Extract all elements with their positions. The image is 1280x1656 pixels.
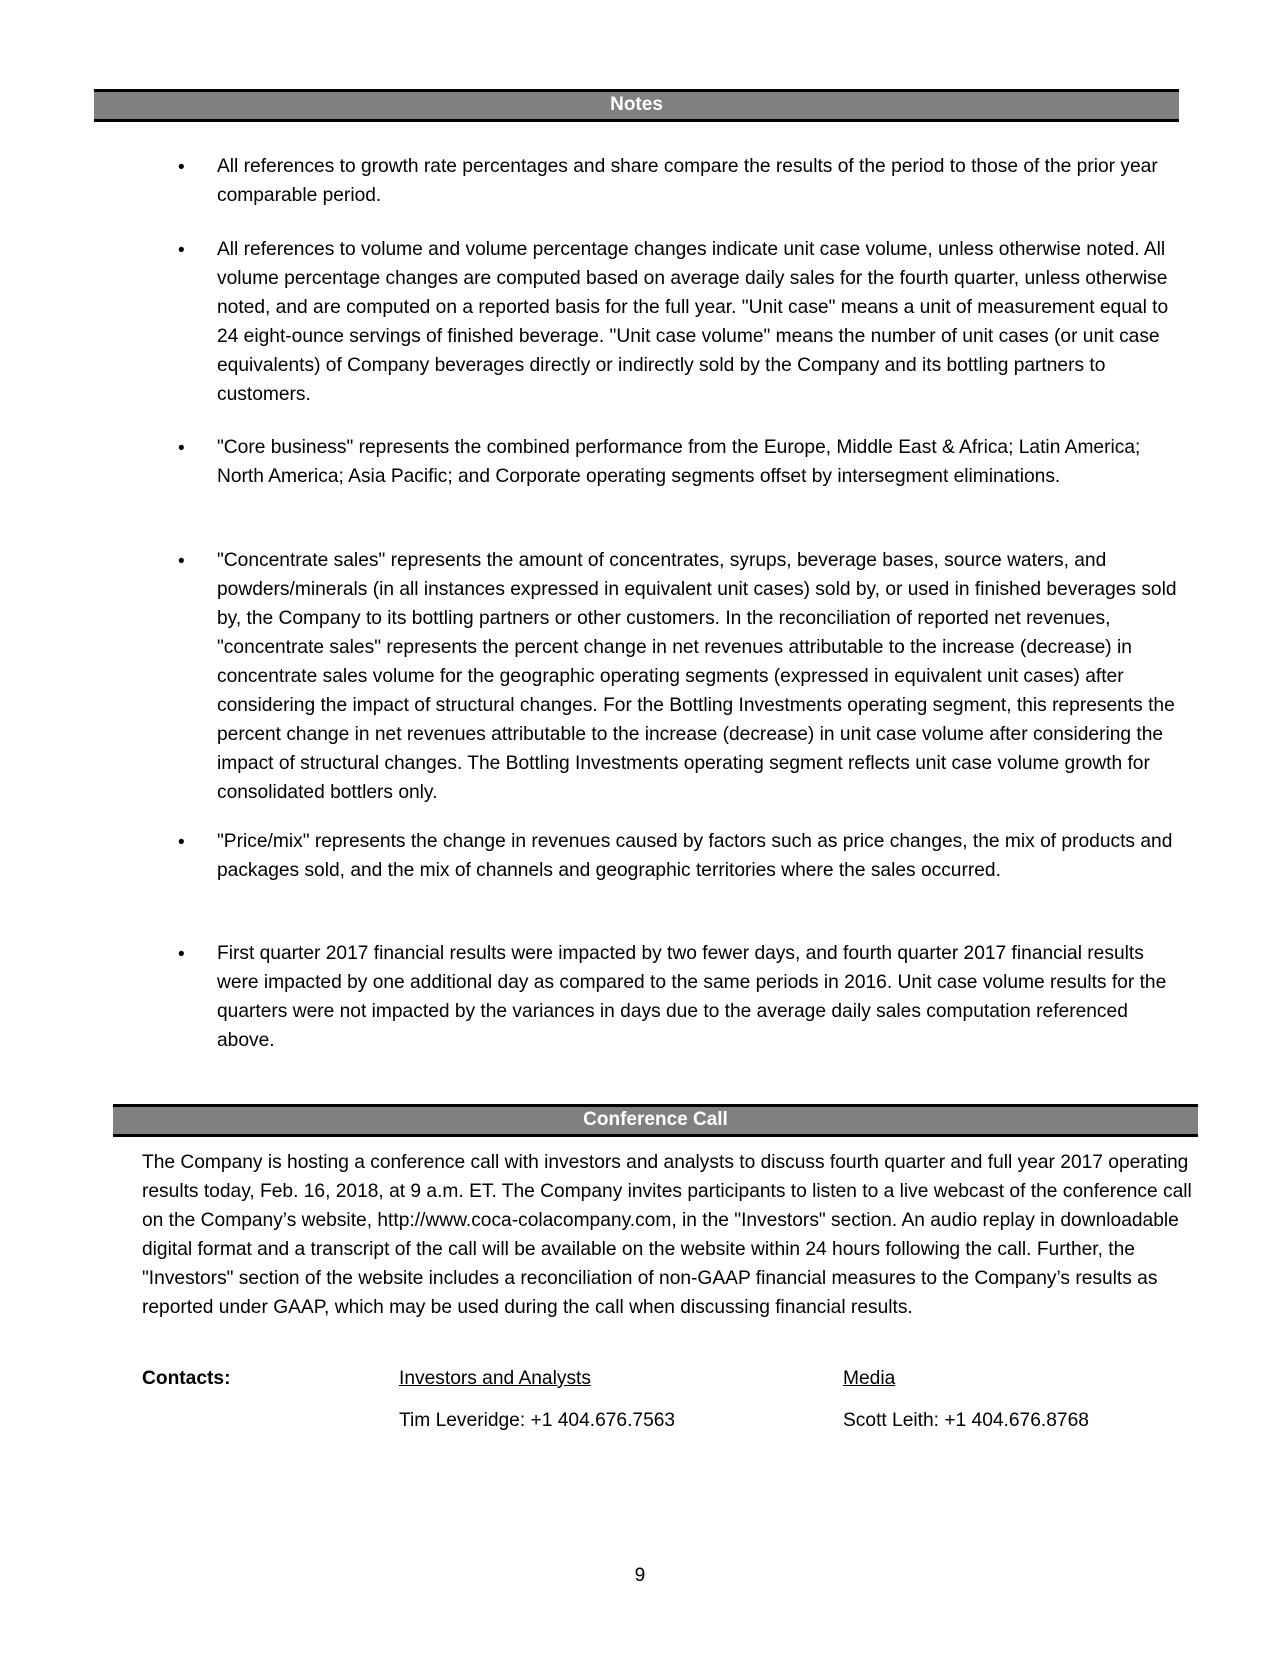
bullet-marker: •	[178, 240, 185, 261]
investors-contact: Tim Leveridge: +1 404.676.7563	[399, 1410, 676, 1431]
conference-call-paragraph: The Company is hosting a conference call with investors and analysts to discuss fourth quarter and full year 2017 operating results today, Feb. 16, 2018, at 9 a.m. ET. The Company invites participants to listen to a live webcast of the conference call on the Company’s website, http://www.coca-colacompany.com, in the "Investors" section. An audio replay in downloadable digital format and a transcript of the call will be available on the website within 24 hours following the call. Further, the "Investors" section of the website includes a reconciliation of non-GAAP financial measures to the Company’s results as reported under GAAP, which may be used during the call when discussing financial results.	[142, 1152, 1192, 1318]
note-item-growth-rates: All references to growth rate percentages and share compare the results of the period to those of the prior year comparable period.	[217, 156, 1158, 206]
notes-section-header: Notes	[94, 89, 1179, 122]
note-item-core-business: "Core business" represents the combined performance from the Europe, Middle East & Africa; Latin America; North America; Asia Pacific; and Corporate operating segments offset by intersegment eliminations.	[217, 437, 1141, 487]
note-item-unit-case-volume: All references to volume and volume percentage changes indicate unit case volume, unless otherwise noted. All volume percentage changes are computed based on average daily sales for the fourth quarter, unless otherwise noted, and are computed on a reported basis for the full year. "Unit case" means a unit of measurement equal to 24 eight-ounce servings of finished beverage. "Unit case volume" means the number of unit cases (or unit case equivalents) of Company beverages directly or indirectly sold by the Company and its bottling partners to customers.	[217, 239, 1169, 405]
bullet-marker: •	[178, 157, 185, 178]
note-item-price-mix: "Price/mix" represents the change in revenues caused by factors such as price changes, the mix of products and packages sold, and the mix of channels and geographic territories where the sales occurred.	[217, 831, 1173, 881]
contacts-label: Contacts:	[142, 1368, 231, 1389]
media-contact: Scott Leith: +1 404.676.8768	[843, 1410, 1089, 1431]
bullet-marker: •	[178, 832, 185, 853]
bullet-marker: •	[178, 438, 185, 459]
investors-analysts-heading: Investors and Analysts	[399, 1368, 591, 1389]
bullet-marker: •	[178, 944, 185, 965]
note-item-fewer-days: First quarter 2017 financial results were impacted by two fewer days, and fourth quarter 2017 financial results were impacted by one additional day as compared to the same periods in 2016. Unit case volume results for the quarters were not impacted by the variances in days due to the average daily sales computation referenced above.	[217, 943, 1167, 1051]
bullet-marker: •	[178, 551, 185, 572]
conference-call-section-header: Conference Call	[113, 1104, 1198, 1137]
page-number: 9	[634, 1565, 646, 1586]
note-item-concentrate-sales: "Concentrate sales" represents the amount of concentrates, syrups, beverage bases, source waters, and powders/minerals (in all instances expressed in equivalent unit cases) sold by, or used in finished beverages sold by, the Company to its bottling partners or other customers. In the reconciliation of reported net revenues, "concentrate sales" represents the percent change in net revenues attributable to the increase (decrease) in concentrate sales volume for the geographic operating segments (expressed in equivalent unit cases) after considering the impact of structural changes. For the Bottling Investments operating segment, this represents the percent change in net revenues attributable to the increase (decrease) in unit case volume after considering the impact of structural changes. The Bottling Investments operating segment reflects unit case volume growth for consolidated bottlers only.	[217, 550, 1177, 803]
media-heading: Media	[843, 1368, 896, 1389]
